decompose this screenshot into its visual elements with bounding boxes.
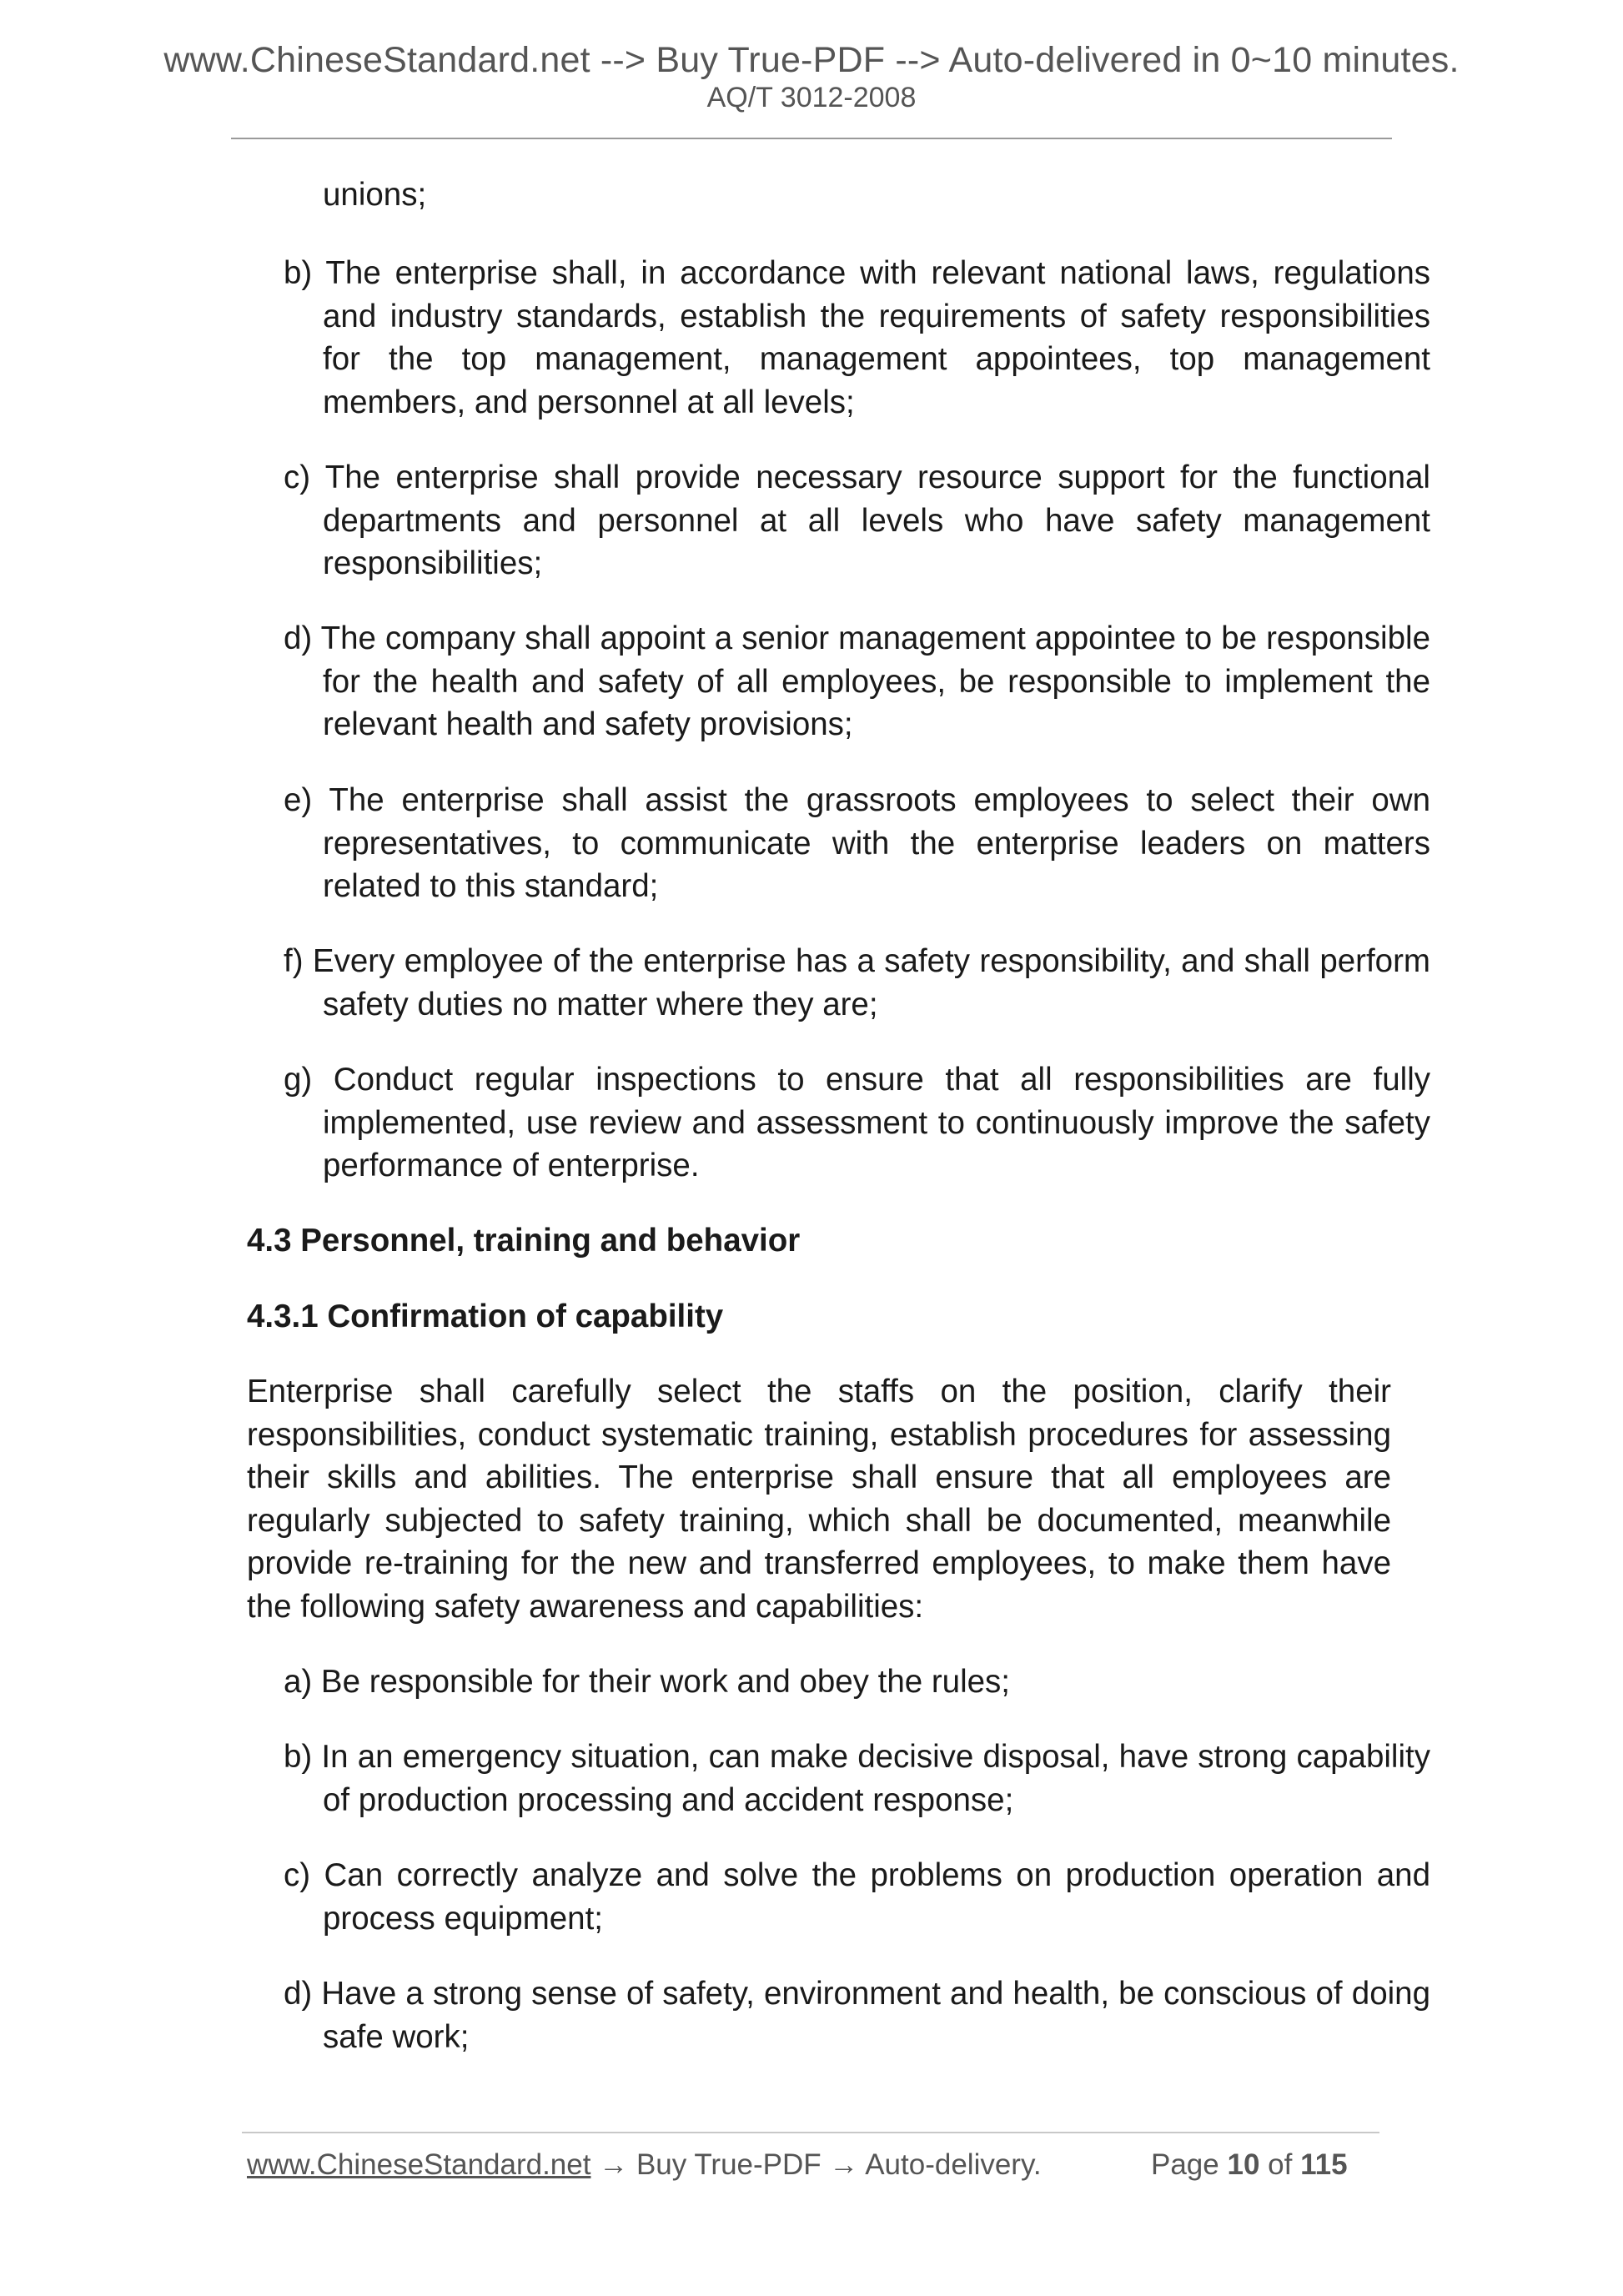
total-pages: 115 [1300, 2148, 1348, 2181]
list-item: b) The enterprise shall, in accordance with relevant national laws, regulations and industry standards, establish the requirements of safety responsibilities for the top management, management appointees, top management members, and personnel at all levels; [284, 255, 1430, 420]
footer-site-link[interactable]: www.ChineseStandard.net [247, 2148, 591, 2181]
continuation-text: unions; [323, 177, 427, 213]
header-banner: www.ChineseStandard.net --> Buy True-PDF --> Auto-delivered in 0~10 minutes. [163, 40, 1460, 80]
list-item: e) The enterprise shall assist the grassroots employees to select their own representatives, to communicate with the enterprise leaders on matters related to this standard; [284, 782, 1430, 904]
list-item: g) Conduct regular inspections to ensure that all responsibilities are fully implemented, use review and assessment to continuously improve the safety performance of enterprise. [284, 1062, 1430, 1183]
arrow-icon: → [829, 2148, 859, 2181]
page-number: 10 [1227, 2148, 1260, 2181]
list-item: d) The company shall appoint a senior management appointee to be responsible for the health and safety of all employees, be responsible to implement the relevant health and safety provisions; [284, 620, 1430, 742]
footer-auto-text: Auto-delivery. [865, 2148, 1042, 2181]
list-item: c) Can correctly analyze and solve the problems on production operation and process equipment; [284, 1857, 1430, 1937]
list-item: a) Be responsible for their work and obey the rules; [284, 1664, 1010, 1700]
document-id: AQ/T 3012-2008 [706, 82, 917, 113]
section-heading: 4.3 Personnel, training and behavior [247, 1223, 801, 1259]
of-label: of [1268, 2148, 1293, 2181]
list-item: f) Every employee of the enterprise has a safety responsibility, and shall perform safety duties no matter where they are; [284, 943, 1430, 1022]
list-item: d) Have a strong sense of safety, environment and health, be conscious of doing safe work; [284, 1976, 1430, 2055]
footer-left [247, 2148, 1042, 2182]
header-divider [231, 138, 1392, 139]
page-indicator [1151, 2148, 1348, 2182]
arrow-icon: → [599, 2148, 629, 2181]
body-paragraph: Enterprise shall carefully select the staffs on the position, clarify their responsibilities, conduct systematic training, establish procedures for assessing their skills and abilities. The enterprise shall ensure that all employees are regularly subjected to safety training, which shall be documented, meanwhile provide re-training for the new and transferred employees, to make them have the following safety awareness and capabilities: [247, 1374, 1391, 1625]
list-item: b) In an emergency situation, can make decisive disposal, have strong capability of production processing and accident response; [284, 1739, 1430, 1818]
footer-divider [242, 2132, 1379, 2133]
list-item: c) The enterprise shall provide necessary resource support for the functional departments and personnel at all levels who have safety management responsibilities; [284, 460, 1430, 581]
footer-buy-text: Buy True-PDF [636, 2148, 822, 2181]
subsection-heading: 4.3.1 Confirmation of capability [247, 1299, 724, 1334]
page-label: Page [1151, 2148, 1219, 2181]
